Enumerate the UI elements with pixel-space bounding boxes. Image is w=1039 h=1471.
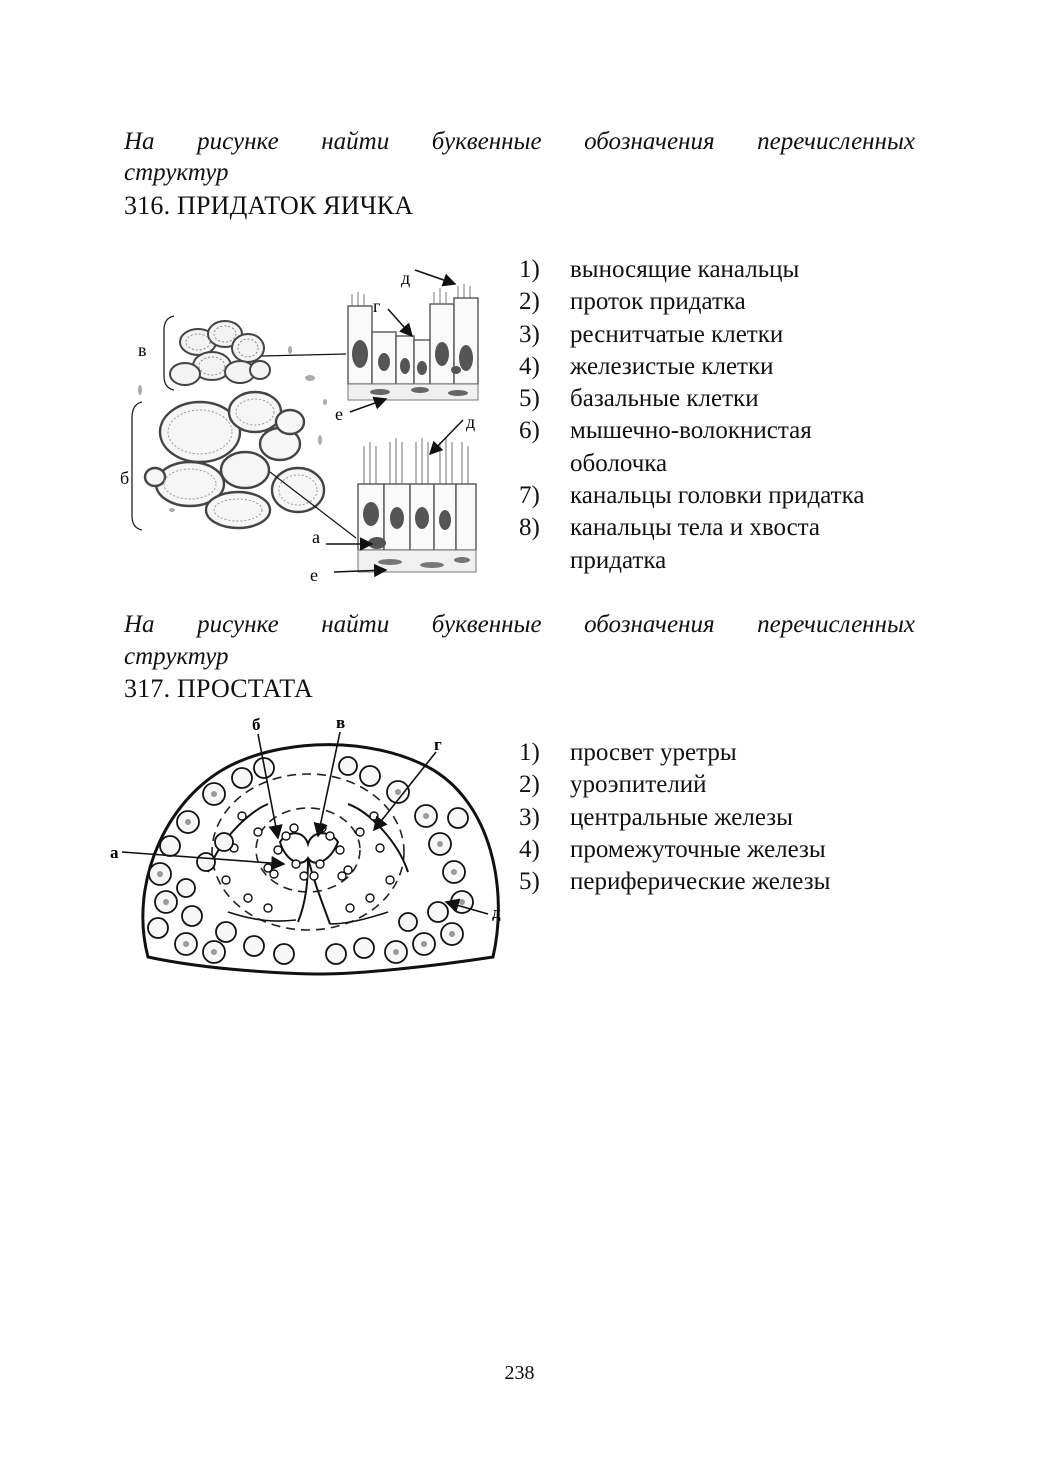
instruction-317: На рисунке найти буквенные обозначения перечисленных (124, 611, 915, 638)
list-item: 6) мышечно-волокнистая оболочка (519, 417, 812, 477)
list-item: 7) канальцы головки придатка (519, 482, 865, 510)
label-d: д (492, 903, 501, 922)
label-v: в (336, 713, 346, 732)
label-g: г (373, 296, 381, 316)
list-item: 1) выносящие канальцы (519, 256, 800, 283)
legend-list-317 (519, 737, 910, 898)
list-item: 5) периферические железы (519, 868, 831, 896)
list-item: 8) канальцы тела и хвоста придатка (519, 514, 821, 574)
instruction-316-continued: структур (124, 159, 229, 186)
list-item: 5) базальные клетки (519, 385, 759, 413)
section-title-316: 316. ПРИДАТОК ЯИЧКА (124, 191, 414, 220)
label-a: а (110, 843, 119, 862)
label-a: а (312, 527, 320, 547)
epididymis-figure (120, 262, 500, 593)
list-item: 2) проток придатка (519, 288, 746, 316)
list-item: 3) центральные железы (519, 803, 793, 831)
label-b: б (120, 468, 130, 488)
label-d-lower: д (466, 412, 476, 432)
prostate-figure (108, 712, 518, 989)
page-number: 238 (504, 1362, 535, 1384)
list-item: 1) просвет уретры (519, 739, 737, 766)
instruction-317-continued: структур (124, 643, 229, 670)
label-e-lower: е (310, 565, 318, 585)
section-title-317: 317. ПРОСТАТА (124, 674, 314, 703)
instruction-316: На рисунке найти буквенные обозначения перечисленных (124, 128, 915, 155)
label-d-upper: д (401, 268, 411, 288)
label-v: в (138, 340, 147, 360)
list-item: 2) уроэпителий (519, 771, 707, 799)
label-b: б (252, 715, 261, 734)
list-item: 4) промежуточные железы (519, 835, 826, 863)
label-e-upper: е (335, 404, 343, 424)
list-item: 3) реснитчатые клетки (519, 320, 784, 348)
label-g: г (434, 735, 442, 754)
list-item: 4) железистые клетки (519, 352, 774, 380)
legend-list-316 (519, 254, 910, 577)
